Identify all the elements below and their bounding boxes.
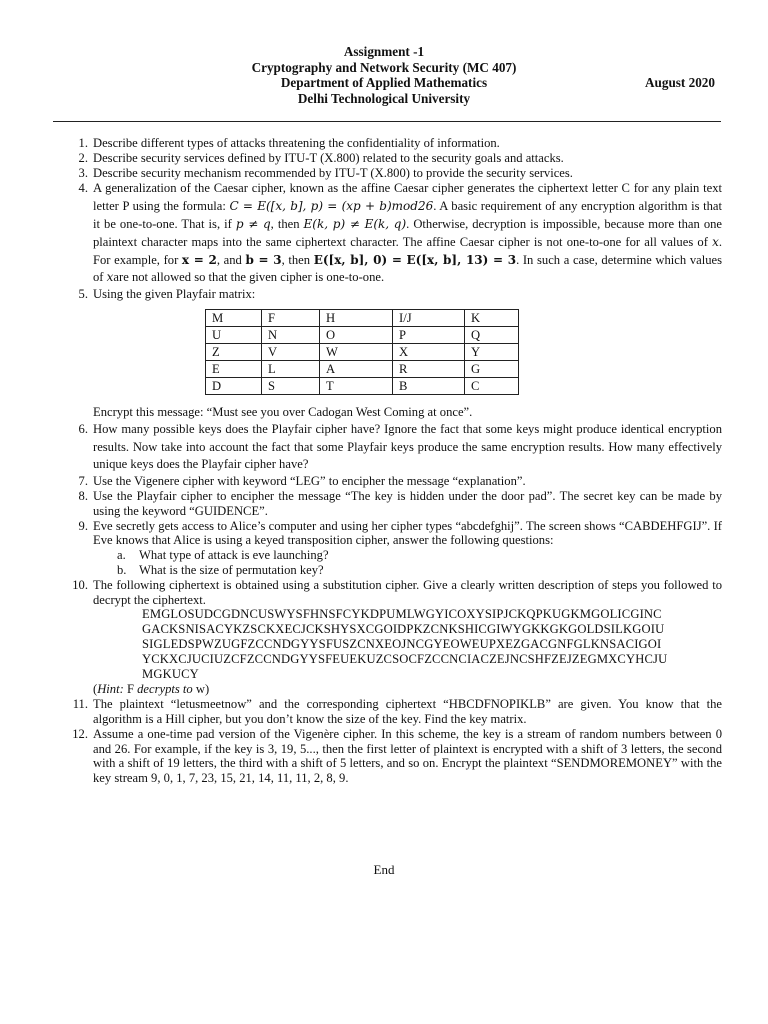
question-1 bbox=[66, 136, 722, 151]
math-x: x bbox=[712, 234, 719, 249]
question-number: 7. bbox=[78, 474, 88, 489]
question-text: . For example, for bbox=[93, 234, 722, 267]
question-text: Use the Playfair cipher to encipher the message “The key is hidden under the door pad”. The secret key can be made by using the keyword “GUIDENCE”. bbox=[93, 488, 722, 518]
sub-question-label: b. bbox=[117, 562, 127, 577]
matrix-cell: T bbox=[320, 377, 393, 394]
question-text: How many possible keys does the Playfair cipher have? Ignore the fact that some keys might produce identical encryption results. Now take into account the fact that some Playfair keys produce the same encryption results. How many effectively unique keys does the Playfair cipher have? bbox=[93, 421, 722, 472]
math-b-eq-3: b = 3 bbox=[245, 252, 282, 267]
question-text: Assume a one-time pad version of the Vigenère cipher. In this scheme, the key is a stream of random numbers between 0 and 26. For example, if the key is 3, 19, 5..., then the first letter of plaintext is encrypted with a shift of 3 letters, the second with a shift of 19 letters, the third with a shift of 5 letters, and so on. Encrypt the plaintext “SENDMOREMONEY” with the key stream 9, 0, 1, 7, 23, 15, 21, 14, 11, 11, 2, 8, 9. bbox=[93, 726, 722, 786]
question-5 bbox=[66, 287, 722, 302]
matrix-cell: Q bbox=[465, 326, 519, 343]
matrix-cell: Y bbox=[465, 343, 519, 360]
question-5-task: Encrypt this message: “Must see you over Cadogan West Coming at once”. bbox=[93, 404, 473, 419]
ciphertext-block bbox=[66, 607, 722, 682]
question-text: , and bbox=[216, 252, 246, 267]
ciphertext-line: YCKXCJUCIUZCFZCCNDGYYSFEUEKUZCSOCFZCCNCIACZEJNCSHFZEJZEGMXCYHCJU bbox=[142, 652, 668, 667]
assignment-date: August 2020 bbox=[645, 75, 715, 90]
university-name: Delhi Technological University bbox=[297, 90, 471, 106]
question-text: , then bbox=[270, 216, 304, 231]
question-text: Describe security mechanism recommended by ITU-T (X.800) to provide the security services. bbox=[93, 165, 573, 180]
matrix-cell: P bbox=[393, 326, 465, 343]
playfair-matrix-wrapper bbox=[66, 302, 722, 405]
math-p-neq-q: p ≠ q bbox=[235, 216, 271, 231]
question-2 bbox=[66, 151, 722, 166]
question-number: 3. bbox=[78, 165, 88, 180]
math-x-eq-2: x = 2 bbox=[181, 252, 217, 267]
matrix-cell: I/J bbox=[393, 309, 465, 326]
matrix-cell: L bbox=[262, 360, 320, 377]
matrix-cell: Z bbox=[206, 343, 262, 360]
matrix-cell: N bbox=[262, 326, 320, 343]
formula-affine: C = E([x, b], p) = (xp + b)mod26 bbox=[229, 199, 434, 214]
matrix-cell: A bbox=[320, 360, 393, 377]
matrix-cell: B bbox=[393, 377, 465, 394]
question-text: . In such a case, determine which values of bbox=[93, 252, 722, 285]
math-e-equality: E([x, b], 0) = E([x, b], 13) = 3 bbox=[313, 252, 517, 267]
question-9 bbox=[66, 519, 722, 549]
matrix-row bbox=[206, 377, 519, 394]
question-text: A generalization of the Caesar cipher, known as the affine Caesar cipher generates the ciphertext letter C for any plain text letter P using the formula: bbox=[93, 181, 722, 214]
question-text: . Otherwise, decryption is impossible, because more than one plaintext character maps into the same ciphertext character. The affine Caesar cipher is not one-to-one for all values of bbox=[93, 216, 722, 249]
matrix-cell: O bbox=[320, 326, 393, 343]
sub-question-label: a. bbox=[117, 548, 126, 563]
question-4 bbox=[66, 180, 722, 287]
matrix-cell: U bbox=[206, 326, 262, 343]
hint-cipher-letter: F bbox=[126, 682, 134, 697]
matrix-cell: W bbox=[320, 343, 393, 360]
question-number: 8. bbox=[78, 488, 88, 503]
question-11 bbox=[66, 697, 722, 727]
department-name: Department of Applied Mathematics bbox=[280, 75, 488, 90]
matrix-cell: G bbox=[465, 360, 519, 377]
sub-question-text: What is the size of permutation key? bbox=[139, 562, 324, 577]
question-number: 12. bbox=[72, 726, 88, 741]
question-8 bbox=[66, 489, 722, 519]
assignment-title: Assignment -1 bbox=[343, 44, 425, 59]
ciphertext-line: EMGLOSUDCGDNCUSWYSFHNSFCYKDPUMLWGYICOXYSIPJCKQPKUGKMGOLICGINC bbox=[142, 607, 662, 622]
matrix-row bbox=[206, 343, 519, 360]
question-text: . A basic requirement of any encryption algorithm is that it be one-to-one. That is, if bbox=[93, 199, 722, 231]
matrix-cell: D bbox=[206, 377, 262, 394]
matrix-cell: F bbox=[262, 309, 320, 326]
math-e-neq: E(k, p) ≠ E(k, q) bbox=[303, 216, 407, 231]
math-x: x bbox=[106, 270, 114, 285]
question-text: Eve secretly gets access to Alice’s computer and using her cipher types “abcdefghij”. The screen shows “CABDEHFGIJ”. If Eve knows that Alice is using a keyed transposition cipher, answer the following questions: bbox=[93, 518, 722, 548]
question-text: Describe different types of attacks threatening the confidentiality of information. bbox=[93, 136, 500, 150]
question-text: Using the given Playfair matrix: bbox=[93, 287, 256, 302]
matrix-cell: H bbox=[320, 309, 393, 326]
matrix-cell: V bbox=[262, 343, 320, 360]
matrix-cell: E bbox=[206, 360, 262, 377]
matrix-cell: M bbox=[206, 309, 262, 326]
question-text: The plaintext “letusmeetnow” and the corresponding ciphertext “HBCDFNOPIKLB” are given. You know that the algorithm is a Hill cipher, but you don’t know the size of the key. Find the key matrix. bbox=[93, 697, 722, 726]
question-3 bbox=[66, 166, 722, 181]
question-list bbox=[66, 136, 722, 786]
question-text: The following ciphertext is obtained using a substitution cipher. Give a clearly written description of steps you followed to decrypt the ciphertext. bbox=[93, 577, 722, 607]
matrix-cell: C bbox=[465, 377, 519, 394]
hint-plain-letter: w bbox=[195, 682, 205, 697]
end-marker: End bbox=[373, 862, 395, 877]
matrix-cell: K bbox=[465, 309, 519, 326]
matrix-row bbox=[206, 309, 519, 326]
matrix-row bbox=[206, 360, 519, 377]
ciphertext-line: GACKSNISACYKZSCKXECJCKSHYSXCGOIDPKZCNKSHICGIWYGKKGKGOLDSILKGOIU bbox=[142, 622, 665, 637]
question-12 bbox=[66, 727, 722, 786]
header-divider bbox=[53, 121, 721, 122]
matrix-row bbox=[206, 326, 519, 343]
question-6 bbox=[66, 421, 722, 474]
question-10 bbox=[66, 578, 722, 608]
question-number: 11. bbox=[72, 697, 88, 712]
hint-label: Hint: bbox=[97, 682, 124, 697]
matrix-cell: S bbox=[262, 377, 320, 394]
course-title: Cryptography and Network Security (MC 407) bbox=[251, 59, 517, 75]
question-number: 9. bbox=[78, 518, 88, 533]
playfair-matrix bbox=[205, 309, 519, 395]
matrix-cell: R bbox=[393, 360, 465, 377]
question-number: 4. bbox=[78, 181, 88, 196]
sub-question-text: What type of attack is eve launching? bbox=[139, 548, 329, 563]
question-text: are not allowed so that the given cipher is one-to-one. bbox=[113, 270, 385, 285]
document-header bbox=[0, 44, 768, 106]
question-number: 5. bbox=[78, 287, 88, 302]
question-number: 10. bbox=[72, 577, 88, 592]
question-number: 1. bbox=[78, 136, 88, 150]
question-text: , then bbox=[281, 252, 314, 267]
hint-line: (Hint: F decrypts to w) bbox=[93, 682, 210, 697]
hint-text: decrypts to bbox=[137, 682, 193, 697]
sub-question-a bbox=[66, 548, 722, 563]
ciphertext-line: MGKUCY bbox=[142, 667, 199, 682]
question-text: Describe security services defined by ITU-T (X.800) related to the security goals and attacks. bbox=[93, 150, 564, 165]
question-number: 2. bbox=[78, 150, 88, 165]
question-7 bbox=[66, 474, 722, 489]
matrix-cell: X bbox=[393, 343, 465, 360]
sub-question-b bbox=[66, 563, 722, 578]
question-text: Use the Vigenere cipher with keyword “LEG” to encipher the message “explanation”. bbox=[93, 474, 526, 489]
question-number: 6. bbox=[78, 421, 88, 436]
ciphertext-line: SIGLEDSPWZUGFZCCNDGYYSFUSZCNXEOJNCGYEOWEUPXEZGACGNFGLKNSACIGOI bbox=[142, 637, 662, 652]
